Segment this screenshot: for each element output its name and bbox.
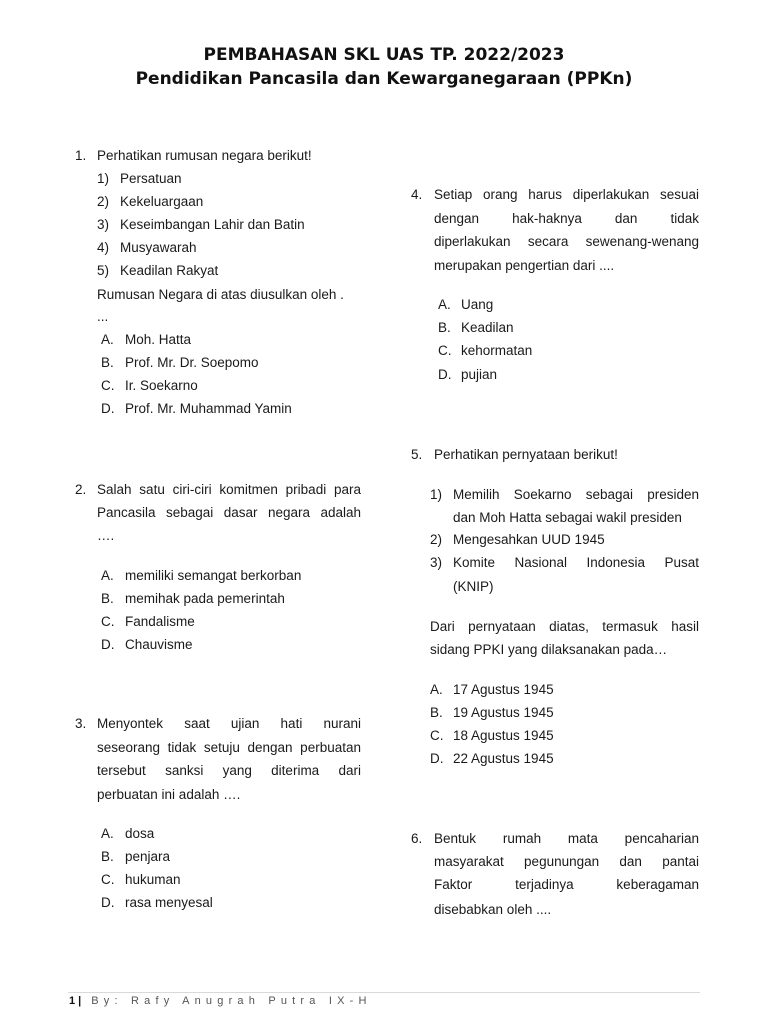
option-text: Moh. Hatta	[125, 332, 192, 347]
question-text: ...	[97, 309, 109, 324]
list-item: dan Moh Hatta sebagai wakil presiden	[453, 510, 682, 525]
question-text: Bentuk rumah mata pencaharian	[434, 831, 699, 846]
option-text: Keadilan	[461, 320, 514, 335]
option-text: Prof. Mr. Muhammad Yamin	[125, 401, 292, 416]
question-text: Rumusan Negara di atas diusulkan oleh .	[97, 287, 344, 302]
page-footer	[69, 995, 372, 1007]
question-text: Setiap orang harus diperlakukan sesuai	[434, 187, 699, 202]
option-text: Ir. Soekarno	[125, 378, 198, 393]
option-text: Prof. Mr. Dr. Soepomo	[125, 355, 259, 370]
option-letter: D.	[101, 401, 115, 416]
option-text: hukuman	[125, 872, 181, 887]
list-item: (KNIP)	[453, 579, 494, 594]
option-letter: C.	[101, 378, 115, 393]
footer-author: By: Rafy Anugrah Putra IX-H	[91, 995, 372, 1007]
option-text: penjara	[125, 849, 171, 864]
list-item-number: 1)	[97, 171, 110, 186]
page-subtitle: Pendidikan Pancasila dan Kewarganegaraan (PPKn)	[135, 69, 633, 89]
question-number: 5.	[411, 447, 423, 462]
option-text: 19 Agustus 1945	[453, 705, 554, 720]
question-text: merupakan pengertian dari ....	[434, 258, 615, 273]
question-text: Faktor terjadinya keberagaman	[434, 877, 699, 892]
question-text: masyarakat pegunungan dan pantai	[434, 854, 699, 869]
option-text: Fandalisme	[125, 614, 195, 629]
option-letter: B.	[101, 849, 114, 864]
question-text: disebabkan oleh ....	[434, 902, 552, 917]
option-letter: B.	[101, 591, 114, 606]
option-text: 18 Agustus 1945	[453, 728, 554, 743]
list-item-number: 3)	[430, 555, 443, 570]
option-letter: C.	[438, 343, 452, 358]
list-item: Kekeluargaan	[120, 194, 204, 209]
option-text: rasa menyesal	[125, 895, 213, 910]
question-number: 3.	[75, 716, 87, 731]
option-letter: B.	[430, 705, 443, 720]
option-letter: B.	[101, 355, 114, 370]
page-title: PEMBAHASAN SKL UAS TP. 2022/2023	[203, 45, 565, 65]
question-text: sidang PPKI yang dilaksanakan pada…	[430, 642, 668, 657]
question-number: 4.	[411, 187, 423, 202]
option-letter: C.	[101, 872, 115, 887]
option-text: kehormatan	[461, 343, 533, 358]
option-letter: D.	[430, 751, 444, 766]
option-letter: D.	[438, 367, 452, 382]
option-letter: D.	[101, 637, 115, 652]
footer-divider	[68, 992, 700, 993]
option-text: dosa	[125, 826, 155, 841]
list-item-number: 5)	[97, 263, 110, 278]
list-item: Komite Nasional Indonesia Pusat	[453, 555, 699, 570]
question-number: 2.	[75, 482, 87, 497]
list-item-number: 1)	[430, 487, 443, 502]
list-item: Keadilan Rakyat	[120, 263, 219, 278]
question-text: Dari pernyataan diatas, termasuk hasil	[430, 619, 699, 634]
option-text: Uang	[461, 297, 494, 312]
list-item-number: 3)	[97, 217, 110, 232]
question-text: ….	[97, 528, 115, 543]
question-text: tersebut sanksi yang diterima dari	[97, 763, 361, 778]
question-number: 1.	[75, 148, 87, 163]
list-item: Mengesahkan UUD 1945	[453, 532, 605, 547]
option-text: 17 Agustus 1945	[453, 682, 554, 697]
option-text: Chauvisme	[125, 637, 193, 652]
list-item-number: 2)	[97, 194, 110, 209]
list-item: Memilih Soekarno sebagai presiden	[453, 487, 699, 502]
document-header	[0, 43, 768, 91]
option-letter: B.	[438, 320, 451, 335]
option-letter: C.	[430, 728, 444, 743]
question-stem: Perhatikan rumusan negara berikut!	[97, 148, 312, 163]
list-item: Persatuan	[120, 171, 182, 186]
list-item-number: 4)	[97, 240, 110, 255]
option-letter: A.	[101, 332, 114, 347]
question-stem: Perhatikan pernyataan berikut!	[434, 447, 618, 462]
list-item-number: 2)	[430, 532, 443, 547]
option-letter: A.	[438, 297, 451, 312]
option-letter: D.	[101, 895, 115, 910]
option-text: memiliki semangat berkorban	[125, 568, 302, 583]
question-text: diperlakukan secara sewenang-wenang	[434, 234, 699, 249]
page-number: 1 |	[69, 995, 82, 1007]
question-text: Menyontek saat ujian hati nurani	[97, 716, 361, 731]
list-item: Keseimbangan Lahir dan Batin	[120, 217, 305, 232]
question-text: seseorang tidak setuju dengan perbuatan	[97, 740, 361, 755]
option-text: 22 Agustus 1945	[453, 751, 554, 766]
question-text: dengan hak-haknya dan tidak	[434, 211, 699, 226]
question-text: Salah satu ciri-ciri komitmen pribadi para	[97, 482, 361, 497]
question-text: Pancasila sebagai dasar negara adalah	[97, 505, 361, 520]
option-letter: C.	[101, 614, 115, 629]
question-text: perbuatan ini adalah ….	[97, 787, 241, 802]
option-letter: A.	[430, 682, 443, 697]
list-item: Musyawarah	[120, 240, 197, 255]
option-letter: A.	[101, 826, 114, 841]
option-text: memihak pada pemerintah	[125, 591, 285, 606]
option-letter: A.	[101, 568, 114, 583]
option-text: pujian	[461, 367, 498, 382]
question-number: 6.	[411, 831, 423, 846]
